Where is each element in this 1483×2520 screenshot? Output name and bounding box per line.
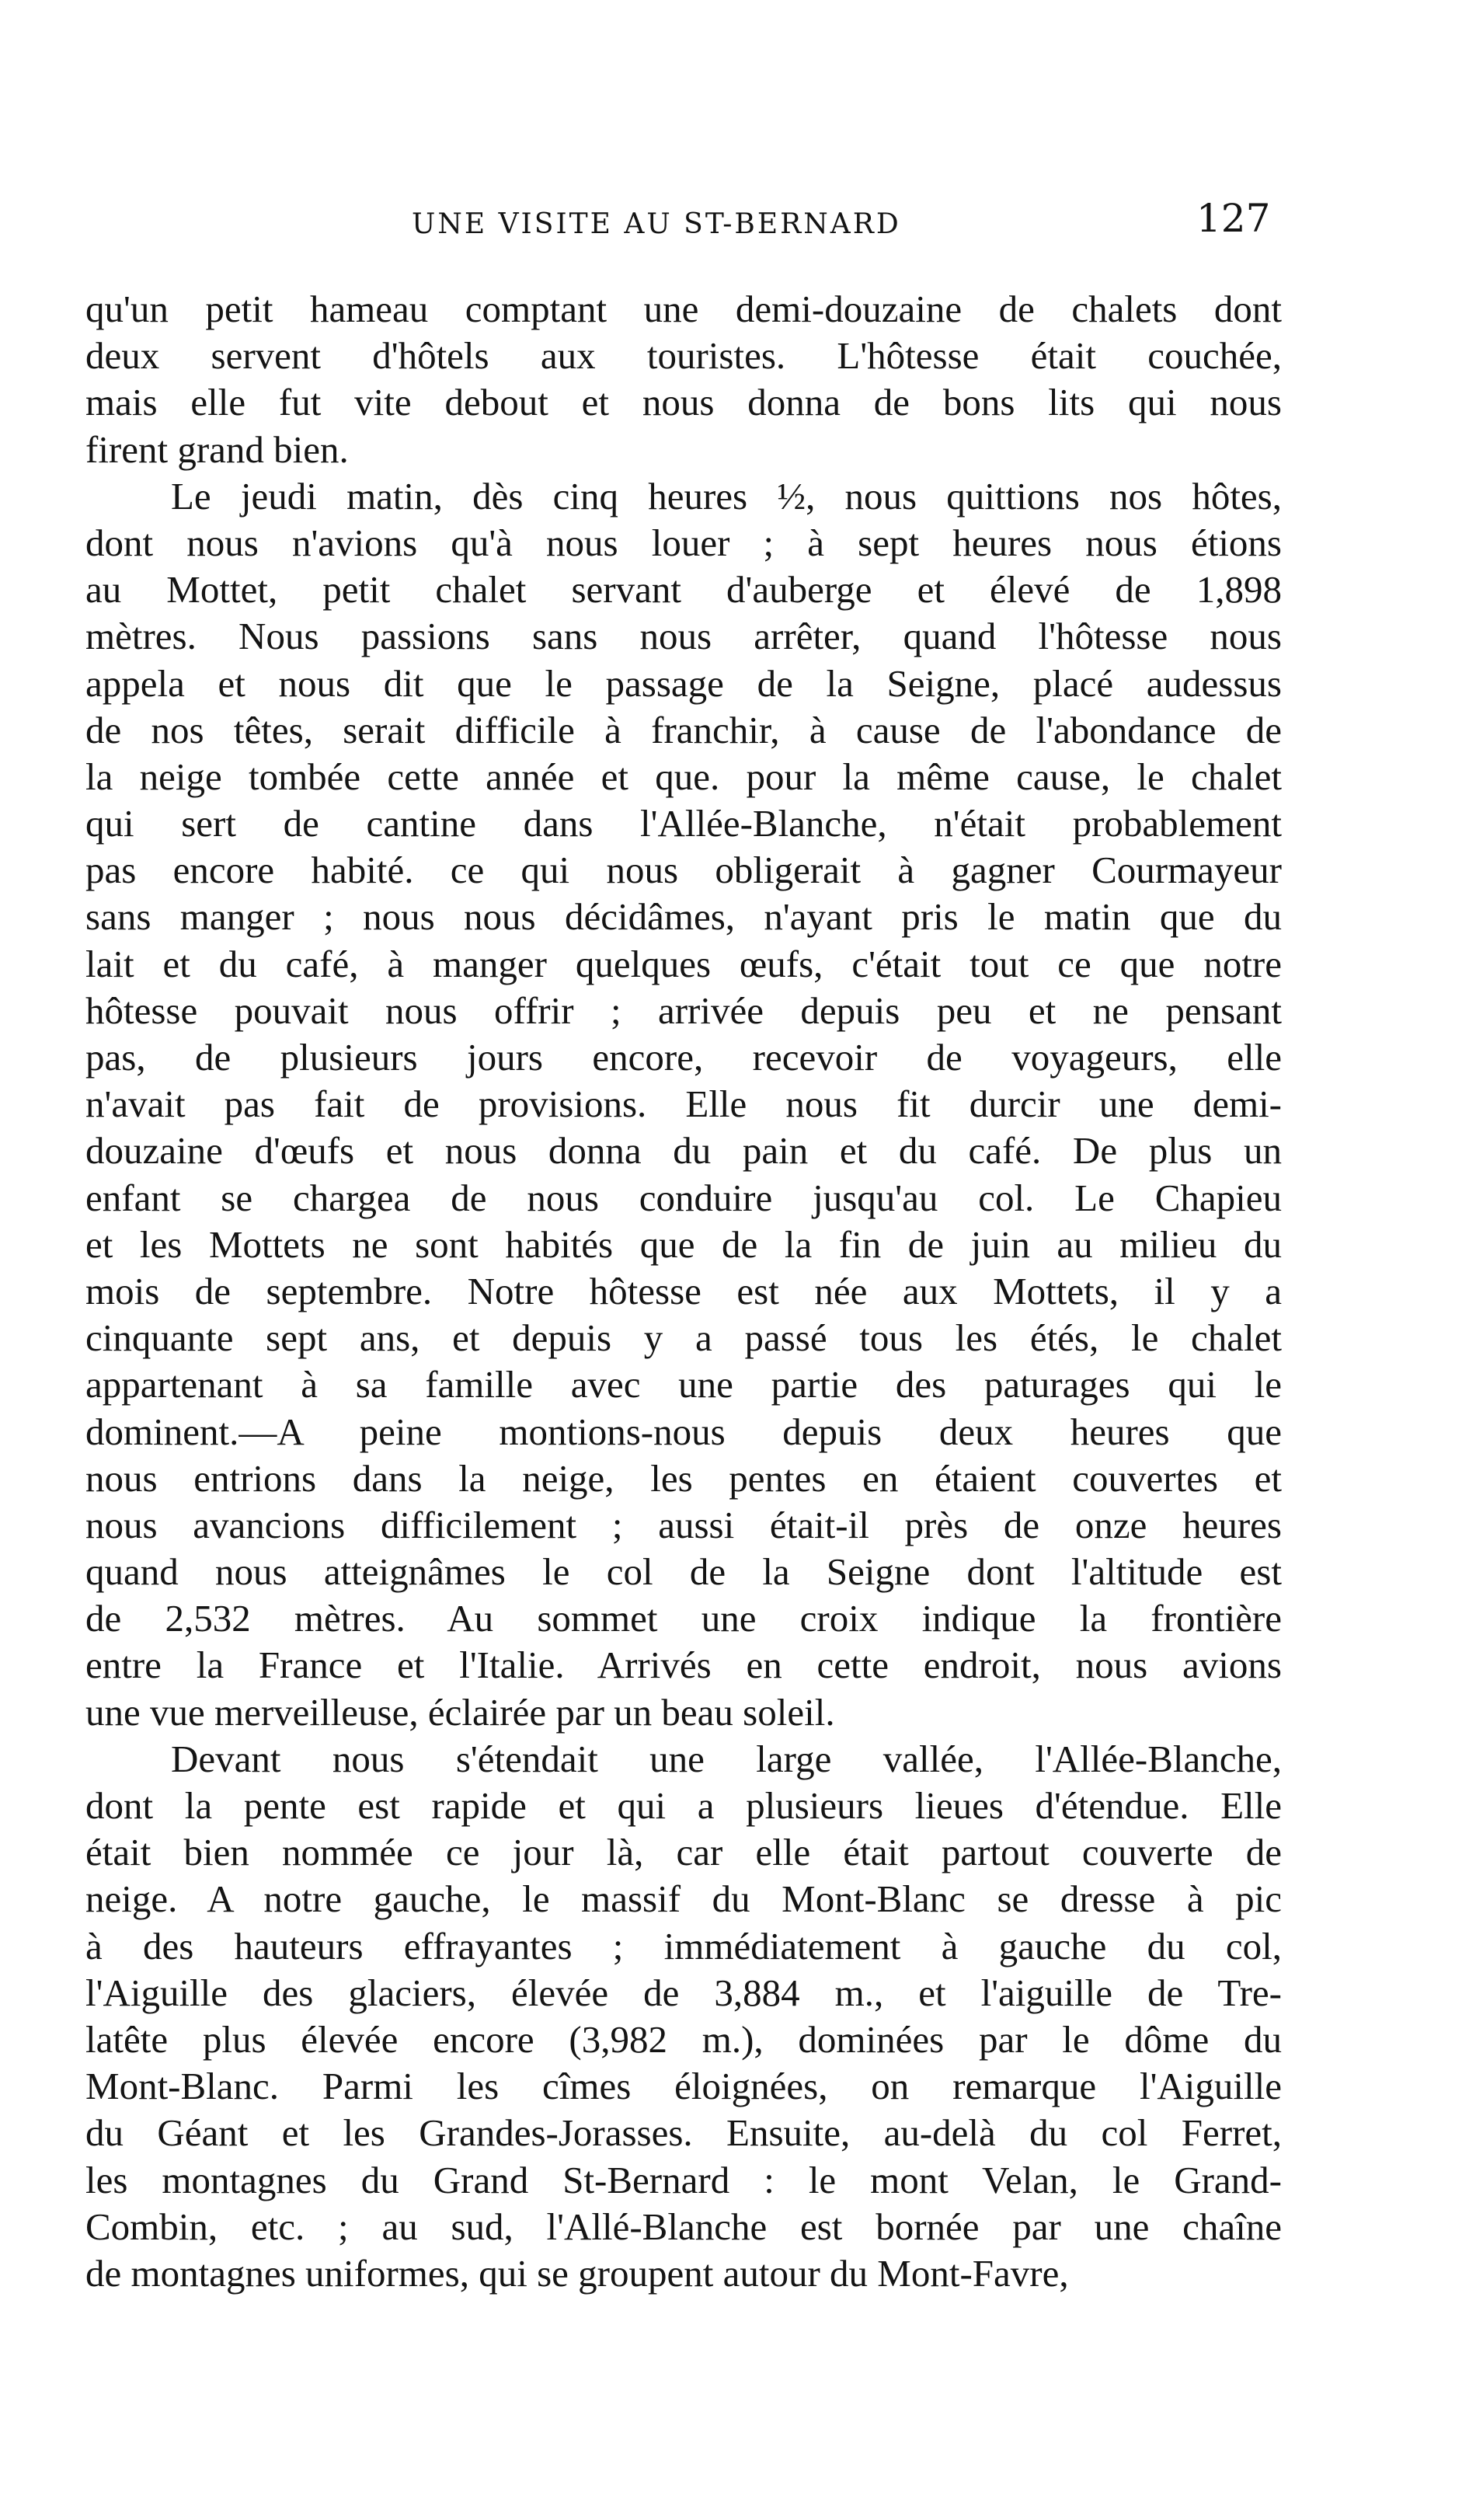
- text-line: mais elle fut vite debout et nous donna de bons lits qui nous: [85, 381, 1282, 424]
- text-line: douzaine d'œufs et nous donna du pain et du café. De plus un: [85, 1129, 1282, 1173]
- text-line: la neige tombée cette année et que. pour la même cause, le chalet: [85, 755, 1282, 798]
- text-line: pas encore habité. ce qui nous obligerait à gagner Courmayeur: [85, 849, 1282, 892]
- text-line: appartenant à sa famille avec une partie des paturages qui le: [85, 1363, 1282, 1406]
- text-line: de 2,532 mètres. Au sommet une croix indique la frontière: [85, 1597, 1282, 1640]
- body-text: [85, 286, 1282, 2297]
- running-title: UNE VISITE AU ST-BERNARD: [412, 208, 901, 240]
- text-line: entre la France et l'Italie. Arrivés en cette endroit, nous avions: [85, 1643, 1282, 1687]
- text-line: sans manger ; nous nous décidâmes, n'ayant pris le matin que du: [85, 895, 1282, 939]
- text-line: Le jeudi matin, dès cinq heures ½, nous quittions nos hôtes,: [171, 474, 1282, 518]
- text-line: une vue merveilleuse, éclairée par un beau soleil.: [85, 1690, 835, 1734]
- text-line: nous entrions dans la neige, les pentes en étaient couvertes et: [85, 1456, 1282, 1500]
- paragraph: [85, 286, 1282, 473]
- text-line: nous avancions difficilement ; aussi était-il près de onze heures: [85, 1503, 1282, 1546]
- text-line: et les Mottets ne sont habités que de la fin de juin au milieu du: [85, 1222, 1282, 1266]
- text-line: dont nous n'avions qu'à nous louer ; à sept heures nous étions: [85, 521, 1282, 564]
- text-line: Mont-Blanc. Parmi les cîmes éloignées, on remarque l'Aiguille: [85, 2065, 1282, 2108]
- text-line: firent grand bien.: [85, 427, 349, 471]
- text-line: mètres. Nous passions sans nous arrêter, quand l'hôtesse nous: [85, 615, 1282, 658]
- text-line: était bien nommée ce jour là, car elle était partout couverte de: [85, 1831, 1282, 1874]
- text-line: Combin, etc. ; au sud, l'Allé-Blanche est bornée par une chaîne: [85, 2205, 1282, 2248]
- text-line: qui sert de cantine dans l'Allée-Blanche, n'était probablement: [85, 802, 1282, 845]
- text-line: les montagnes du Grand St-Bernard : le mont Velan, le Grand-: [85, 2158, 1282, 2201]
- text-line: enfant se chargea de nous conduire jusqu'au col. Le Chapieu: [85, 1176, 1282, 1219]
- text-line: pas, de plusieurs jours encore, recevoir de voyageurs, elle: [85, 1036, 1282, 1079]
- text-line: appela et nous dit que le passage de la Seigne, placé audessus: [85, 661, 1282, 705]
- text-line: qu'un petit hameau comptant une demi-douzaine de chalets dont: [85, 288, 1282, 330]
- text-line: du Géant et les Grandes-Jorasses. Ensuite, au-delà du col Ferret,: [85, 2111, 1282, 2155]
- text-line: à des hauteurs effrayantes ; immédiatement à gauche du col,: [85, 1924, 1282, 1968]
- text-line: lait et du café, à manger quelques œufs, c'était tout ce que notre: [85, 942, 1282, 985]
- text-line: de nos têtes, serait difficile à franchir, à cause de l'abondance de: [85, 708, 1282, 751]
- text-line: neige. A notre gauche, le massif du Mont-Blanc se dresse à pic: [85, 1877, 1282, 1921]
- text-line: quand nous atteignâmes le col de la Seigne dont l'altitude est: [85, 1550, 1282, 1594]
- text-line: de montagnes uniformes, qui se groupent autour du Mont-Favre,: [85, 2251, 1069, 2295]
- text-line: hôtesse pouvait nous offrir ; arrivée depuis peu et ne pensant: [85, 988, 1282, 1032]
- paragraph: [85, 1736, 1282, 2297]
- page-number: 127: [1196, 196, 1271, 241]
- text-line: l'Aiguille des glaciers, élevée de 3,884 m., et l'aiguille de Tre-: [85, 1971, 1282, 2014]
- text-line: au Mottet, petit chalet servant d'auberge et élevé de 1,898: [85, 568, 1282, 612]
- text-line: Devant nous s'étendait une large vallée, l'Allée-Blanche,: [171, 1737, 1282, 1780]
- text-line: n'avait pas fait de provisions. Elle nous fit durcir une demi-: [85, 1082, 1282, 1126]
- paragraph: [85, 473, 1282, 1736]
- text-line: deux servent d'hôtels aux touristes. L'hôtesse était couchée,: [85, 334, 1282, 378]
- text-line: mois de septembre. Notre hôtesse est née aux Mottets, il y a: [85, 1269, 1282, 1312]
- text-line: dont la pente est rapide et qui a plusieurs lieues d'étendue. Elle: [85, 1784, 1282, 1827]
- text-line: latête plus élevée encore (3,982 m.), dominées par le dôme du: [85, 2017, 1282, 2061]
- text-line: cinquante sept ans, et depuis y a passé tous les étés, le chalet: [85, 1316, 1282, 1360]
- text-line: dominent.—A peine montions-nous depuis deux heures que: [85, 1410, 1282, 1453]
